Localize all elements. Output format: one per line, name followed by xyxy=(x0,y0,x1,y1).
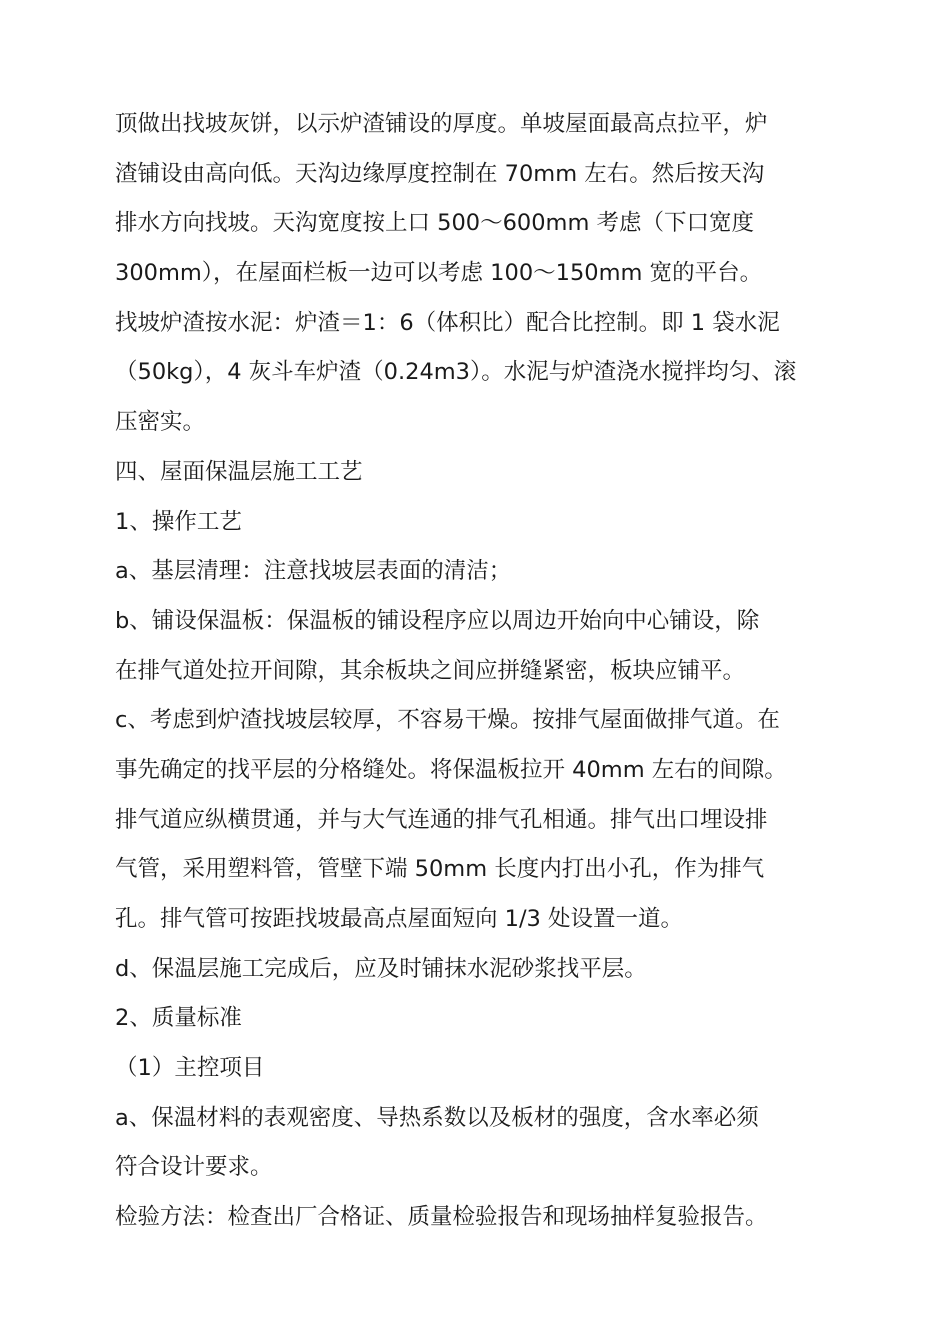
subsection-heading: 1、操作工艺 xyxy=(115,508,242,535)
body-text-line: 气管，采用塑料管，管壁下端 50mm 长度内打出小孔，作为排气 xyxy=(115,856,765,883)
body-text-line: 检验方法：检查出厂合格证、质量检验报告和现场抽样复验报告。 xyxy=(115,1204,768,1231)
subsection-heading: 2、质量标准 xyxy=(115,1005,242,1032)
document-body xyxy=(115,100,850,1243)
body-text-line: 渣铺设由高向低。天沟边缘厚度控制在 70mm 左右。然后按天沟 xyxy=(115,160,765,187)
body-text-line: 在排气道处拉开间隙，其余板块之间应拼缝紧密，板块应铺平。 xyxy=(115,657,746,684)
list-item: a、基层清理：注意找坡层表面的清洁； xyxy=(115,558,512,585)
body-text-line: （50kg），4 灰斗车炉渣（0.24m3）。水泥与炉渣浇水搅拌均匀、滚 xyxy=(115,359,797,386)
list-item: b、铺设保温板：保温板的铺设程序应以周边开始向中心铺设，除 xyxy=(115,607,760,634)
body-text-line: 顶做出找坡灰饼，以示炉渣铺设的厚度。单坡屋面最高点拉平，炉 xyxy=(115,111,768,137)
body-text-line: 排水方向找坡。天沟宽度按上口 500～600mm 考虑（下口宽度 xyxy=(115,210,755,237)
list-item: d、保温层施工完成后，应及时铺抹水泥砂浆找平层。 xyxy=(115,955,647,982)
body-text-line: 孔。排气管可按距找坡最高点屋面短向 1/3 处设置一道。 xyxy=(115,906,684,932)
subsection-heading: （1）主控项目 xyxy=(115,1055,265,1082)
list-item: a、保温材料的表观密度、导热系数以及板材的强度，含水率必须 xyxy=(115,1104,759,1131)
body-text-line: 事先确定的找平层的分格缝处。将保温板拉开 40mm 左右的间隙。 xyxy=(115,756,787,783)
body-text-line: 符合设计要求。 xyxy=(115,1154,273,1181)
body-text-line: 找坡炉渣按水泥：炉渣＝1：6（体积比）配合比控制。即 1 袋水泥 xyxy=(115,309,780,336)
list-item: c、考虑到炉渣找坡层较厚，不容易干燥。按排气屋面做排气道。在 xyxy=(115,707,780,734)
body-text-line: 压密实。 xyxy=(115,409,206,436)
section-heading: 四、屋面保温层施工工艺 xyxy=(115,458,363,485)
body-text-line: 排气道应纵横贯通，并与大气连通的排气孔相通。排气出口埋设排 xyxy=(115,806,768,833)
body-text-line: 300mm），在屋面栏板一边可以考虑 100～150mm 宽的平台。 xyxy=(115,260,763,287)
